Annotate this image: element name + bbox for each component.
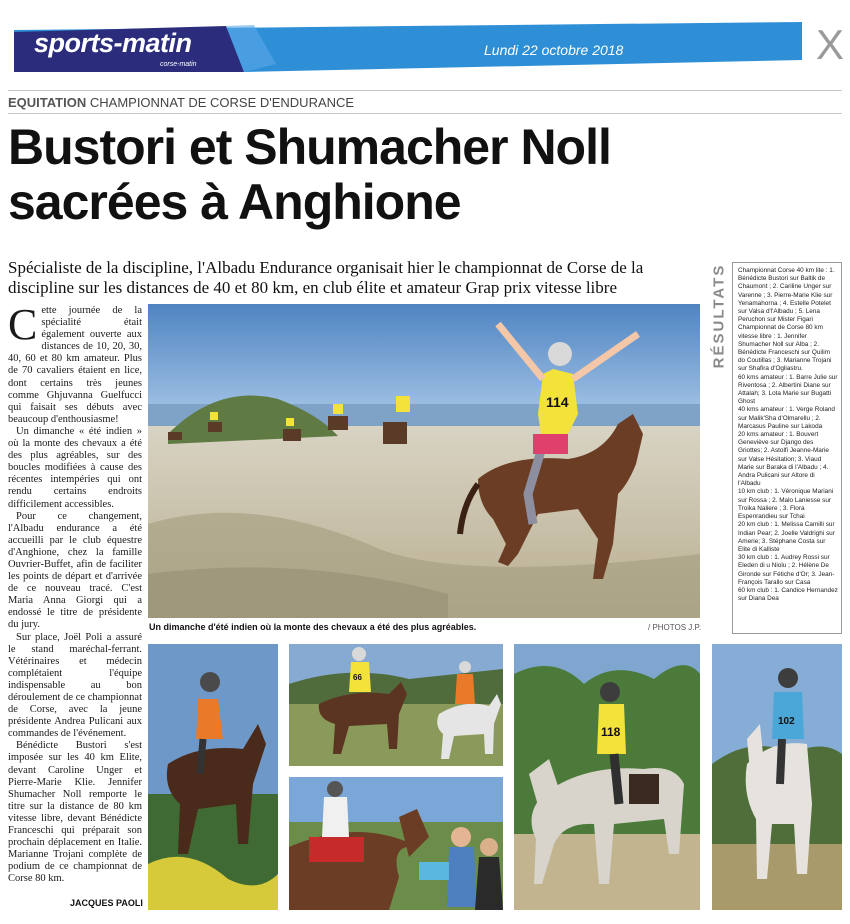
standfirst: Spécialiste de la discipline, l'Albadu Endurance organisait hier le championnat de Corse de la discipline sur les distances de 40 et 80 km, en club élite et amateur Grap prix vitesse libre: [8, 258, 644, 297]
result-entry: 20 kms amateur : 1. Bouvert Geneviève sur Django des Griottes; 2. Astolfi Jeanne-Marie sur Valse Hésitation; 3. Viaud Marie sur Baraka di l'Albadu ; 4. Andra Pulicani sur Altore di l'Albadu: [738, 431, 829, 488]
article-body: [8, 300, 142, 886]
result-entry: Championnat de Corse 80 km vitesse libre : 1. Jennifer Shumacher Noll sur Alba ; 2. Bénédicte Franceschi sur Quilim do Coutillas ; 3. Marianne Trojani sur Shafira d'Ogliastru.: [738, 324, 832, 373]
result-entry: 40 kms amateur : 1. Verge Roland sur Malik'Sha d'Olmarellu ; 2. Marcasus Pauline sur Lakoda: [738, 406, 835, 430]
headline-line-1: Bustori et Shumacher Noll: [8, 119, 611, 175]
masthead: [14, 18, 802, 76]
bib-number-3: 118: [601, 725, 621, 739]
paragraph-4: Sur place, Joël Poli a assuré le stand maréchal-ferrant. Vétérinaires et médecin complétaient l'équipe indispensable au bon déroulement de ce championnat de Corse, avec la jeune présidente Andrea Pulicani aux commandes de l'événement.: [8, 631, 142, 740]
kicker-section: EQUITATION: [8, 95, 87, 110]
result-entry: Championnat Corse 40 km lite : 1. Bénédicte Bustori sur Baltik de Chaumont ; 2. Cariline Unger sur Varenne ; 3. Pierre-Marie Klie sur Yenamahorna ; 4. Estelle Potelet sur Valsa d'l'Albadu ; 5. Lena Peruchon sur Mister Figari: [738, 267, 835, 324]
result-entry: 60 km club : 1. Candice Hernandez sur Diana Dea: [738, 586, 838, 603]
photo-credit: / PHOTOS J.P.: [648, 623, 702, 632]
photo-rider-white-horse: [712, 644, 842, 910]
paragraph-2: Un dimanche « été indien » où la monte des chevaux a été des plus agréables, sur des boucles modifiées à cause des récentes intempéries qui ont rendu certains endroits difficilement accessibles.: [8, 425, 142, 510]
results-box: [732, 262, 842, 634]
main-photo-caption: Un dimanche d'été indien où la monte des chevaux a été des plus agréables.: [149, 622, 477, 632]
photo-rider-bay-horse: [148, 644, 278, 910]
kicker: [8, 95, 354, 110]
paragraph-1: Cette journée de la spécialité était également ouverte aux distances de 10, 20, 30, 40, 60 et 80 km amateur. Plus de 70 cavaliers étaient en lice, dont certains très jeunes comme Ghjuvanna Guelfucci qui faisait ses débuts avec beaucoup d'enthousiasme!: [8, 300, 142, 425]
paragraph-5: Bénédicte Bustori s'est imposée sur les 40 km Elite, devant Caroline Unger et Pierre-Marie Klie. Jennifer Shumacher Noll remporte le titre sur la distance de 80 km vitesse libre, devant Bénédicte Franceschi qui préparait son prochain déplacement en Italie. Marianne Trojani complète de podium de ce championnat de Corse 80 km.: [8, 740, 142, 885]
page-letter: X: [816, 21, 845, 68]
paragraph-3: Pour ce changement, l'Albadu endurance a été accueilli par le club équestre d'Anghione, chez la famille Ouvrier-Buffet, afin de faciliter les points de départ et d'arrivée de ce nouveau tracé. C'est Maria Anna Giorgi qui a endossé le titre de présidente du jury.: [8, 510, 142, 631]
kicker-topic: CHAMPIONNAT DE CORSE D'ENDURANCE: [89, 95, 355, 110]
result-entry: 60 kms amateur : 1. Barre Julie sur Riventosa ; 2. Albertini Diane sur Attalah; 3. Lota Marie sur Bugatti Ghost: [738, 373, 838, 406]
result-entry: 30 km club : 1. Audrey Rossi sur Eleden di u Niolu ; 2. Hélène De Gironde sur Fétiche d'Or; 3. Jean-François Tarallo sur Casa: [738, 554, 835, 586]
photo-rider-vet-check: [289, 777, 503, 910]
issue-date: Lundi 22 octobre 2018: [484, 42, 624, 58]
main-photo-image: [148, 304, 700, 618]
headline-line-2: sacrées à Anghione: [8, 174, 461, 230]
result-entry: 20 km club : 1. Melissa Camilli sur Indian Pear; 2. Joelle Valdrighi sur Amerie; 3. Stéphane Costa sur Elite di Kalliste: [738, 521, 835, 553]
newspaper-logo: sports-matin: [34, 28, 192, 58]
headline: [8, 120, 838, 230]
main-photo: [148, 304, 700, 618]
main-bib-number: 114: [546, 394, 569, 410]
byline: JACQUES PAOLI: [70, 898, 143, 908]
result-entry: 10 km club : 1. Véronique Mariani sur Rossa ; 2. Malo Laniesse sur Troika Naliere ; 3. Flora Espenrandieu sur Tchai: [738, 488, 834, 521]
bib-number-2: 66: [353, 673, 362, 682]
results-label: RÉSULTATS: [710, 263, 728, 368]
kicker-rule: [8, 113, 842, 114]
bib-number-4: 102: [778, 716, 795, 727]
newspaper-logo-sub: corse-matin: [160, 61, 197, 68]
photo-two-riders: [289, 644, 503, 766]
photo-rider-grey-horse: [514, 644, 700, 910]
top-rule: [8, 90, 842, 91]
dropcap: C: [8, 300, 38, 349]
